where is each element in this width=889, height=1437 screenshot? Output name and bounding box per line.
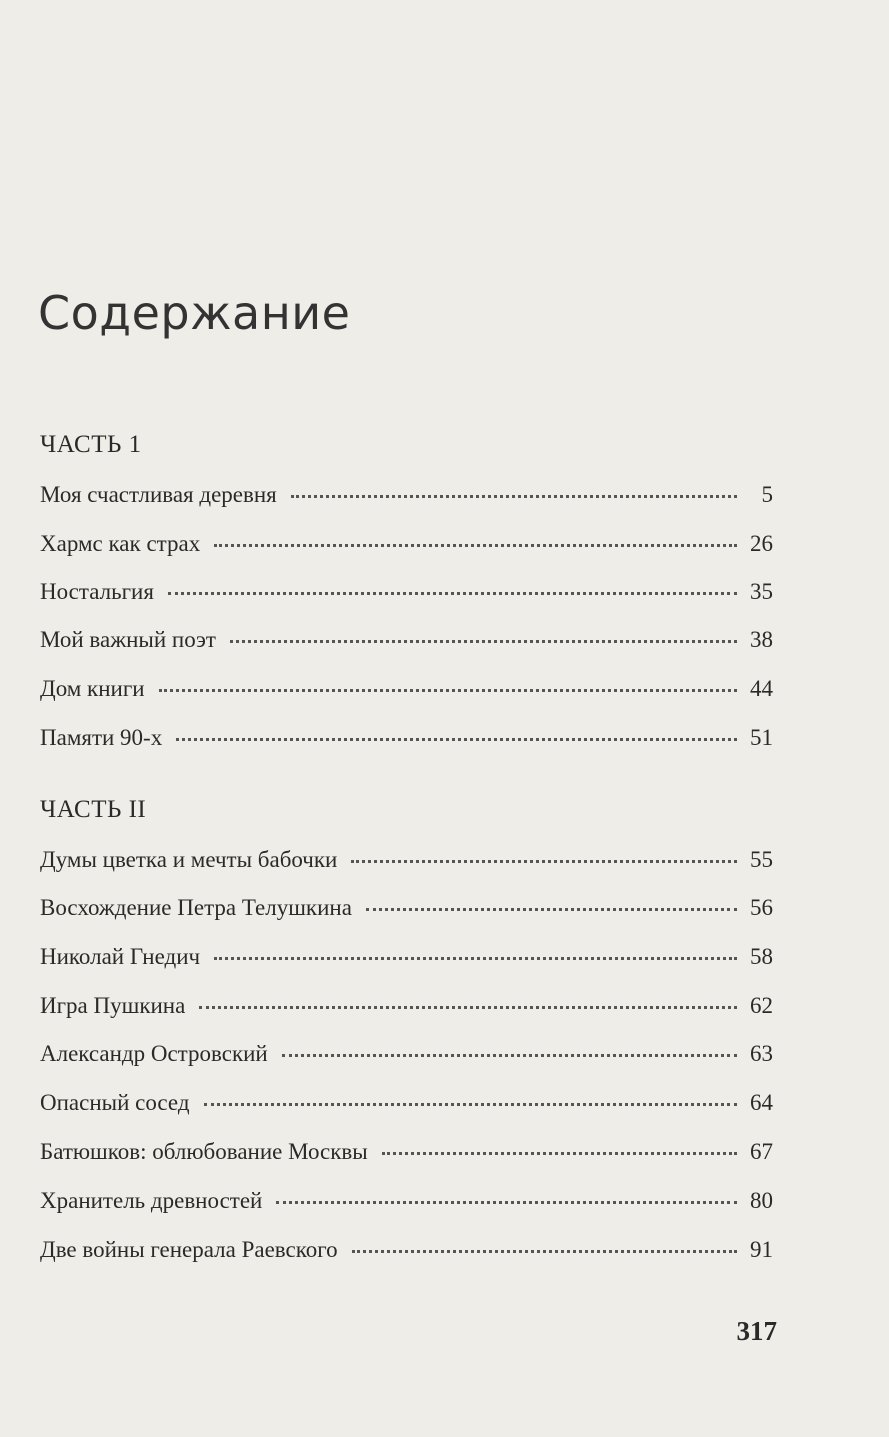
- entry-page-number: 64: [750, 1090, 773, 1115]
- toc-entry[interactable]: [40, 942, 773, 972]
- dot-leader: [214, 957, 737, 960]
- page-number: 317: [736, 1316, 777, 1346]
- entry-page-number: 5: [761, 482, 773, 507]
- toc-entry[interactable]: [40, 1039, 773, 1069]
- dot-leader: [230, 640, 737, 643]
- part-heading-1: ЧАСТЬ 1: [40, 431, 142, 458]
- dot-leader: [199, 1006, 737, 1009]
- toc-entry[interactable]: [40, 674, 773, 704]
- entry-page-number: 44: [750, 676, 773, 701]
- entry-title: Восхождение Петра Телушкина: [40, 895, 352, 920]
- toc-entry[interactable]: [40, 991, 773, 1021]
- toc-entry[interactable]: [40, 1088, 773, 1118]
- dot-leader: [351, 860, 737, 863]
- entry-title: Игра Пушкина: [40, 993, 186, 1018]
- entry-page-number: 80: [750, 1188, 773, 1213]
- dot-leader: [366, 908, 737, 911]
- entry-page-number: 26: [750, 531, 773, 556]
- entry-title: Мой важный поэт: [40, 627, 216, 652]
- entry-title: Ностальгия: [40, 579, 154, 604]
- dot-leader: [159, 689, 737, 692]
- dot-leader: [276, 1201, 737, 1204]
- toc-entry[interactable]: [40, 723, 773, 753]
- toc-entry[interactable]: [40, 1235, 773, 1265]
- dot-leader: [176, 738, 737, 741]
- page-title: Содержание: [38, 286, 351, 340]
- entry-title: Думы цветка и мечты бабочки: [40, 847, 338, 872]
- toc-entry[interactable]: [40, 1186, 773, 1216]
- part-heading-2: ЧАСТЬ II: [40, 796, 147, 823]
- entry-page-number: 55: [750, 847, 773, 872]
- entry-page-number: 67: [750, 1139, 773, 1164]
- entry-page-number: 38: [750, 627, 773, 652]
- dot-leader: [204, 1103, 737, 1106]
- entry-page-number: 35: [750, 579, 773, 604]
- entry-title: Александр Островский: [40, 1041, 268, 1066]
- dot-leader: [352, 1250, 737, 1253]
- entry-title: Николай Гнедич: [40, 944, 201, 969]
- entry-page-number: 56: [750, 895, 773, 920]
- toc-entry[interactable]: [40, 480, 773, 510]
- entry-page-number: 58: [750, 944, 773, 969]
- entry-title: Опасный сосед: [40, 1090, 190, 1115]
- entry-title: Батюшков: облюбование Москвы: [40, 1139, 368, 1164]
- dot-leader: [382, 1152, 737, 1155]
- entry-page-number: 91: [750, 1237, 773, 1262]
- dot-leader: [214, 544, 737, 547]
- entry-title: Моя счастливая деревня: [40, 482, 277, 507]
- entry-title: Две войны генерала Раевского: [40, 1237, 338, 1262]
- toc-entry[interactable]: [40, 577, 773, 607]
- dot-leader: [168, 592, 737, 595]
- dot-leader: [282, 1054, 737, 1057]
- toc-entry[interactable]: [40, 845, 773, 875]
- toc-entry[interactable]: [40, 625, 773, 655]
- entry-title: Дом книги: [40, 676, 145, 701]
- entry-title: Хармс как страх: [40, 531, 201, 556]
- entry-page-number: 51: [750, 725, 773, 750]
- entry-page-number: 62: [750, 993, 773, 1018]
- entry-page-number: 63: [750, 1041, 773, 1066]
- toc-entry[interactable]: [40, 1137, 773, 1167]
- toc-entry[interactable]: [40, 529, 773, 559]
- entry-title: Памяти 90-х: [40, 725, 163, 750]
- dot-leader: [291, 495, 737, 498]
- entry-title: Хранитель древностей: [40, 1188, 263, 1213]
- toc-entry[interactable]: [40, 893, 773, 923]
